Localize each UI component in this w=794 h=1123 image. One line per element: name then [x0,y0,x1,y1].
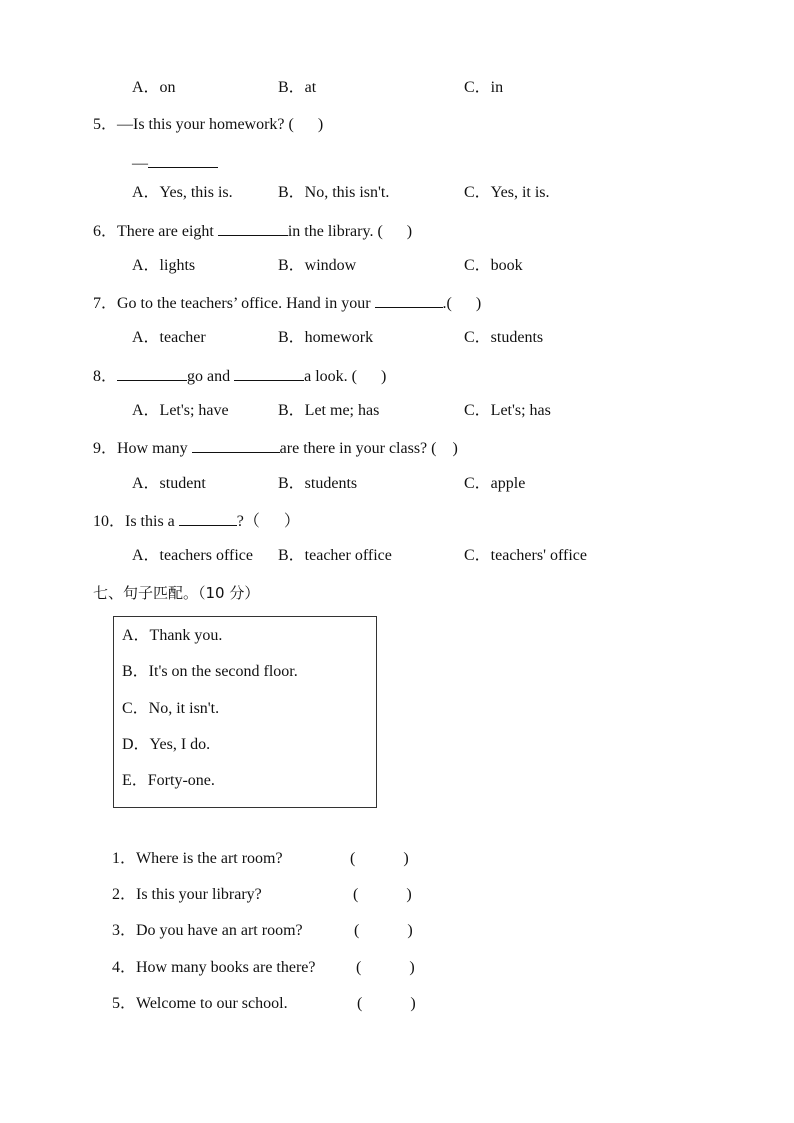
q6-option-c: C．book [464,257,523,274]
q7-stem [93,292,481,314]
q5-answer-line [132,152,218,174]
match-paren-5: ( ) [357,995,416,1012]
answer-e: E．Forty-one. [122,772,215,789]
match-paren-4: ( ) [356,959,415,976]
q7-text-before: 7．Go to the teachers’ office. Hand in your [93,295,375,312]
q6-option-a: A．lights [132,257,196,274]
q4-option-b: B．at [278,79,317,96]
q9-stem [93,437,458,459]
q10-option-a: A．teachers office [132,547,253,564]
q6-option-b: B．window [278,257,357,274]
q6-blank [218,220,288,236]
q8-blank-1 [117,365,187,381]
q10-blank [179,510,237,526]
q6-stem [93,220,412,242]
q5-option-a: A．Yes, this is. [132,184,233,201]
answer-c: C．No, it isn't. [122,700,220,717]
match-paren-1: ( ) [350,850,409,867]
answer-d: D．Yes, I do. [122,736,211,753]
match-paren-2: ( ) [353,886,412,903]
q9-text-after: are there in your class? ( ) [279,440,458,457]
match-question-2: 2．Is this your library? [112,886,262,903]
q7-option-b: B．homework [278,329,374,346]
q8-number: 8． [93,368,118,385]
q10-option-c: C．teachers' office [464,547,587,564]
q9-option-b: B．students [278,475,358,492]
match-question-3: 3．Do you have an art room? [112,922,303,939]
q10-text-after: ?（ ） [236,513,300,530]
q10-stem [93,510,300,532]
q5-option-c: C．Yes, it is. [464,184,550,201]
answer-box [113,616,377,808]
q9-text-before: 9．How many [93,440,192,457]
q6-text-after: in the library. ( ) [287,223,413,240]
q8-text-after: a look. ( ) [304,368,387,385]
q10-option-b: B．teacher office [278,547,392,564]
q9-option-c: C．apple [464,475,526,492]
answer-b: B．It's on the second floor. [122,663,298,680]
q4-option-c: C．in [464,79,504,96]
match-question-1: 1．Where is the art room? [112,850,283,867]
q7-option-c: C．students [464,329,544,346]
q5-blank [148,152,218,168]
q7-blank [375,292,443,308]
section-7-title: 七、句子匹配。（10 分） [93,584,260,602]
q6-text-before: 6．There are eight [93,223,218,240]
q7-option-a: A．teacher [132,329,206,346]
q10-text-before: 10．Is this a [93,513,179,530]
q4-option-a: A．on [132,79,176,96]
q5-stem: 5．—Is this your homework? ( ) [93,116,324,133]
q5-option-b: B．No, this isn't. [278,184,390,201]
q7-text-after: .( ) [442,295,482,312]
q5-dash: — [132,155,148,172]
q8-option-c: C．Let's; has [464,402,551,419]
q9-option-a: A．student [132,475,206,492]
q9-blank [192,437,280,453]
q8-stem [93,365,386,387]
match-question-4: 4．How many books are there? [112,959,316,976]
match-paren-3: ( ) [354,922,413,939]
q8-option-b: B．Let me; has [278,402,380,419]
q8-text-middle: go and [187,368,235,385]
match-question-5: 5．Welcome to our school. [112,995,288,1012]
answer-a: A．Thank you. [122,627,223,644]
q8-blank-2 [234,365,304,381]
q8-option-a: A．Let's; have [132,402,229,419]
